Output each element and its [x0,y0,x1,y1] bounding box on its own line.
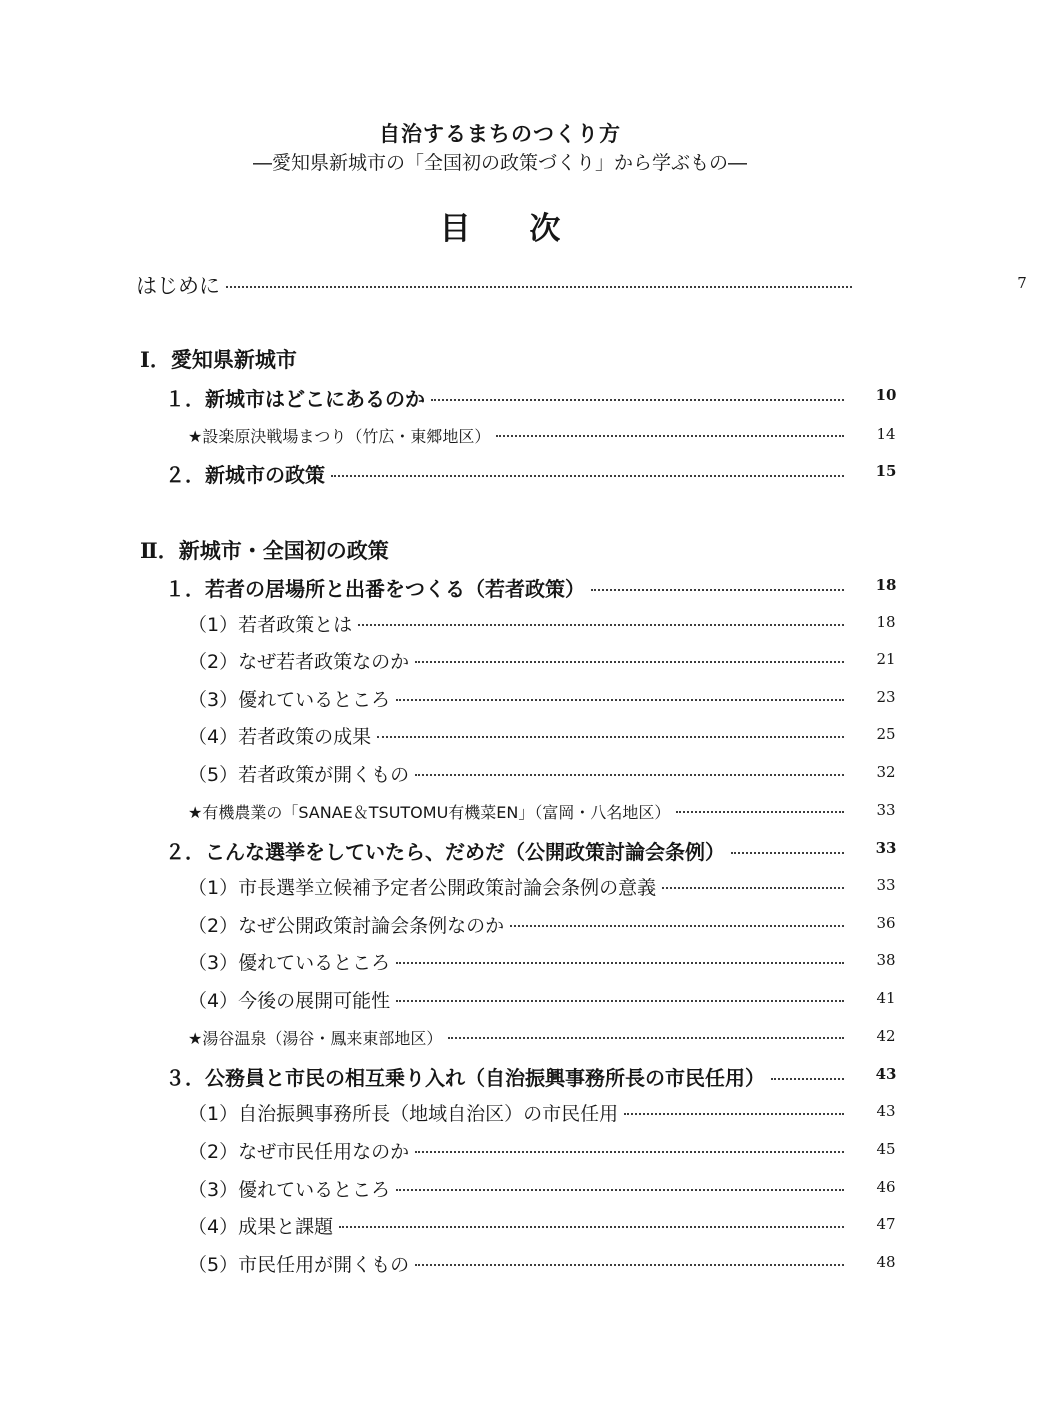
dot-leader [396,962,844,964]
toc-entry-label: （1）自治振興事務所長（地域自治区）の市民任用 [188,1103,619,1125]
toc-entry[interactable] [188,1137,896,1164]
toc-entry-label: （2）なぜ若者政策なのか [188,651,410,673]
toc-entry-label: （1）市長選挙立候補予定者公開政策討論会条例の意義 [188,877,657,899]
dot-leader [510,925,844,927]
toc-entry-page: 10 [875,386,897,404]
toc-entry-page: 33 [875,839,897,857]
toc-entry-label: （5）市民任用が開くもの [188,1254,410,1276]
toc-entry-label: はじめに [136,274,220,298]
toc-entry-page: 42 [876,1027,896,1045]
toc-entry-label: （3）優れているところ [188,689,391,711]
toc-entry[interactable] [188,986,896,1013]
toc-entry[interactable] [188,1175,896,1202]
toc-entry[interactable] [188,610,896,637]
toc-heading [0,203,1000,248]
toc-entry-page: 33 [876,876,896,894]
toc-entry-label: （4）若者政策の成果 [188,726,372,748]
toc-entry-page: 38 [876,951,896,969]
toc-entry-label: （5）若者政策が開くもの [188,764,410,786]
toc-entry-page: 21 [876,650,896,668]
toc-entry-label: （3）優れているところ [188,952,391,974]
toc-entry-page: 41 [876,989,896,1007]
toc-entry-label: （2）なぜ市民任用なのか [188,1141,410,1163]
dot-leader [662,887,844,889]
toc-entry[interactable] [188,1026,896,1049]
toc-heading-left: 目 [439,211,471,247]
dot-leader [771,1078,844,1080]
toc-entry[interactable] [188,911,896,938]
dot-leader [415,774,844,776]
toc-entry-page: 14 [876,425,896,443]
toc-entry-label: ３．公務員と市民の相互乗り入れ（自治振興事務所長の市民任用） [165,1066,765,1090]
toc-heading-right: 次 [529,211,561,247]
toc-entry-label: （1）若者政策とは [188,614,353,636]
toc-entry-label: （3）優れているところ [188,1179,391,1201]
dot-leader [415,661,844,663]
dot-leader [415,1264,844,1266]
chapter-1-title: Ⅰ．愛知県新城市 [140,347,297,372]
dot-leader [226,286,852,288]
toc-entry-page: 48 [876,1253,896,1271]
toc-entry-page: 46 [876,1178,896,1196]
toc-entry[interactable] [188,685,896,712]
toc-entry-page: 45 [876,1140,896,1158]
dot-leader [448,1037,844,1039]
toc-entry-label: ２．こんな選挙をしていたら、だめだ（公開政策討論会条例） [165,840,725,864]
toc-entry-label: ★有機農業の「SANAE＆TSUTOMU有機菜EN」（富岡・八名地区） [188,803,671,822]
toc-entry[interactable] [188,722,896,749]
toc-entry[interactable] [165,573,897,602]
toc-entry-page: 15 [875,462,897,480]
toc-entry-label: １．新城市はどこにあるのか [165,387,425,411]
toc-entry[interactable] [188,873,896,900]
toc-entry-label: （4）成果と課題 [188,1216,334,1238]
toc-entry-label: （4）今後の展開可能性 [188,990,391,1012]
toc-entry[interactable] [188,424,896,447]
chapter-2-title: Ⅱ．新城市・全国初の政策 [140,538,389,563]
dot-leader [415,1151,844,1153]
toc-entry[interactable] [188,1212,896,1239]
dot-leader [396,699,844,701]
dot-leader [396,1000,844,1002]
toc-entry[interactable] [188,800,896,823]
toc-entry-label: ２．新城市の政策 [165,463,325,487]
toc-entry[interactable] [165,836,897,865]
toc-entry[interactable] [188,760,896,787]
dot-leader [624,1113,844,1115]
toc-entry-page: 43 [876,1102,896,1120]
book-title: 自治するまちのつくり方 [379,122,621,146]
toc-entry-page: 43 [875,1065,897,1083]
book-subtitle: ―愛知県新城市の「全国初の政策づくり」から学ぶもの― [252,152,747,174]
toc-entry[interactable] [188,1250,896,1277]
toc-entry-page: 23 [876,688,896,706]
toc-entry-label: （2）なぜ公開政策討論会条例なのか [188,915,505,937]
toc-entry[interactable] [188,1099,896,1126]
toc-entry[interactable] [165,1062,897,1091]
toc-entry-page: 36 [876,914,896,932]
toc-entry-page: 47 [876,1215,896,1233]
toc-entry[interactable] [165,383,897,412]
toc-entry[interactable] [188,647,896,674]
dot-leader [431,399,844,401]
toc-entry-label: ★設楽原決戦場まつり（竹広・東郷地区） [188,427,491,446]
dot-leader [676,811,844,813]
toc-entry-page: 7 [1017,274,1027,292]
dot-leader [358,624,844,626]
toc-entry-page: 18 [875,576,897,594]
toc-entry[interactable] [188,948,896,975]
dot-leader [731,852,844,854]
toc-entry-label: ★湯谷温泉（湯谷・鳳来東部地区） [188,1029,443,1048]
dot-leader [339,1226,844,1228]
toc-entry[interactable] [165,459,897,488]
dot-leader [396,1189,844,1191]
toc-entry-page: 32 [876,763,896,781]
dot-leader [377,736,844,738]
toc-entry-page: 33 [876,801,896,819]
toc-entry-intro[interactable] [136,270,1027,300]
toc-entry-page: 18 [876,613,896,631]
toc-entry-page: 25 [876,725,896,743]
toc-entry-label: １．若者の居場所と出番をつくる（若者政策） [165,577,585,601]
dot-leader [331,475,844,477]
dot-leader [591,589,844,591]
dot-leader [496,435,844,437]
